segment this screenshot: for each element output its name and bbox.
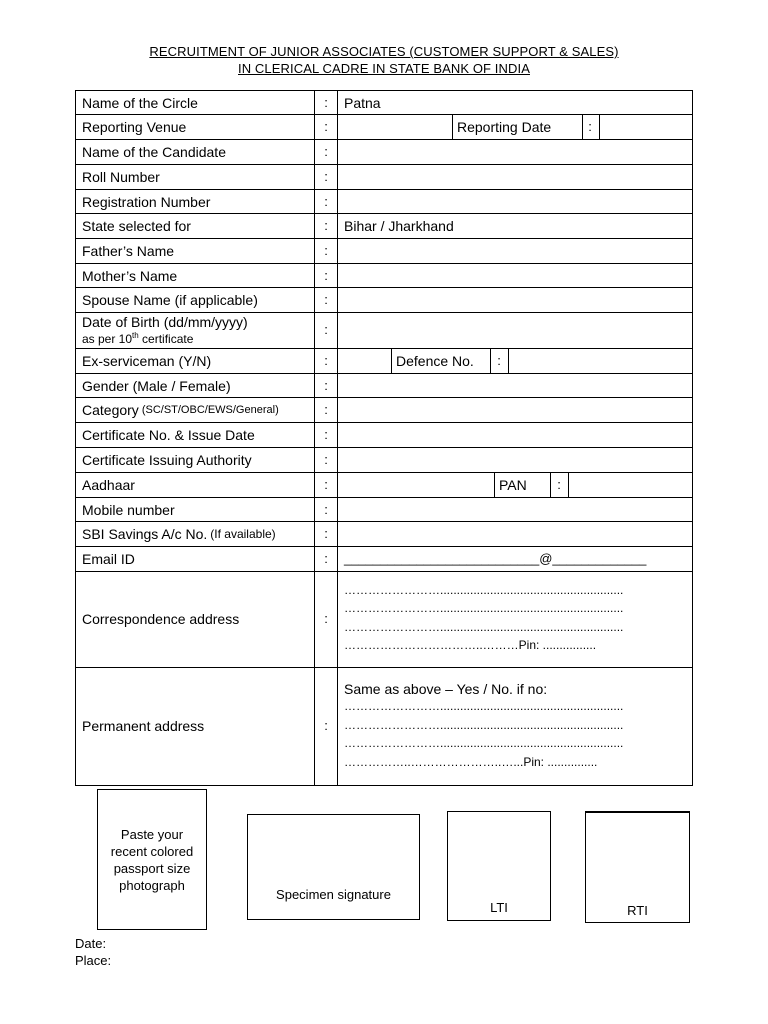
value-circle: Patna xyxy=(344,94,381,111)
defence-no-field[interactable] xyxy=(509,348,692,373)
email-field[interactable]: ___________________________@_____________ xyxy=(344,551,647,566)
label-dob-line2: as per 10th certificate xyxy=(82,330,194,346)
label-sbi-account: SBI Savings A/c No. (If available) xyxy=(82,525,276,542)
signature-label: Specimen signature xyxy=(276,887,391,902)
date-of-birth-field[interactable] xyxy=(338,312,692,348)
rti-box[interactable] xyxy=(585,811,690,923)
rti-label: RTI xyxy=(627,903,648,918)
label-ex-serviceman: Ex-serviceman (Y/N) xyxy=(82,352,212,369)
ex-serviceman-field[interactable] xyxy=(338,348,391,373)
label-candidate-name: Name of the Candidate xyxy=(82,143,226,160)
spouse-name-field[interactable] xyxy=(338,287,692,312)
sbi-account-field[interactable] xyxy=(338,521,692,546)
mobile-field[interactable] xyxy=(338,497,692,522)
label-issuing-authority: Certificate Issuing Authority xyxy=(82,451,252,468)
label-date-of-birth xyxy=(76,312,248,348)
permanent-same-as-above: Same as above – Yes / No. if no: xyxy=(344,681,548,697)
label-reporting-venue: Reporting Venue xyxy=(82,118,187,135)
label-reporting-date: Reporting Date xyxy=(457,118,552,135)
address-line: ……………………....................................................... xyxy=(344,583,624,597)
lti-box[interactable] xyxy=(447,811,551,921)
address-line: ……………………....................................................... xyxy=(344,601,624,615)
category-field[interactable] xyxy=(338,397,692,422)
father-name-field[interactable] xyxy=(338,238,692,263)
date-label: Date: xyxy=(75,936,107,951)
label-correspondence-address: Correspondence address xyxy=(82,611,240,627)
label-aadhaar: Aadhaar xyxy=(82,476,135,493)
place-label: Place: xyxy=(75,953,112,968)
aadhaar-field[interactable] xyxy=(338,472,494,497)
address-line: ……………………....................................................... xyxy=(344,718,624,732)
label-spouse-name: Spouse Name (if applicable) xyxy=(82,291,258,308)
signature-box[interactable] xyxy=(247,814,420,920)
address-line: ……………………....................................................... xyxy=(344,699,624,713)
label-father-name: Father’s Name xyxy=(82,242,175,259)
address-line-pin: ……………..…………………..…...Pin: ............... xyxy=(344,755,598,769)
address-line: ……………………....................................................... xyxy=(344,736,624,750)
label-registration-number: Registration Number xyxy=(82,193,211,210)
mother-name-field[interactable] xyxy=(338,263,692,288)
label-certificate-no: Certificate No. & Issue Date xyxy=(82,426,255,443)
form-title-line2: IN CLERICAL CADRE IN STATE BANK OF INDIA xyxy=(238,61,530,76)
registration-number-field[interactable] xyxy=(338,189,692,214)
address-line: ……………………....................................................... xyxy=(344,620,624,634)
lti-label: LTI xyxy=(490,900,508,915)
certificate-no-field[interactable] xyxy=(338,422,692,447)
address-line-pin: ……………………………..………Pin: ................ xyxy=(344,638,597,652)
roll-number-field[interactable] xyxy=(338,164,692,189)
label-mother-name: Mother’s Name xyxy=(82,267,178,284)
label-dob-line1: Date of Birth (dd/mm/yyyy) xyxy=(82,313,248,330)
issuing-authority-field[interactable] xyxy=(338,447,692,472)
reporting-venue-field[interactable] xyxy=(338,114,452,139)
reporting-date-field[interactable] xyxy=(600,114,692,139)
form-title-line1: RECRUITMENT OF JUNIOR ASSOCIATES (CUSTOMER SUPPORT & SALES) xyxy=(149,44,619,59)
label-circle: Name of the Circle xyxy=(82,94,198,111)
label-pan: PAN xyxy=(499,476,527,493)
label-mobile: Mobile number xyxy=(82,501,175,518)
photo-box[interactable]: Paste your recent colored passport size photograph xyxy=(97,789,207,930)
label-roll-number: Roll Number xyxy=(82,168,160,185)
candidate-name-field[interactable] xyxy=(338,139,692,164)
gender-field[interactable] xyxy=(338,373,692,398)
label-state-selected: State selected for xyxy=(82,217,191,234)
label-email: Email ID xyxy=(82,550,135,567)
pan-field[interactable] xyxy=(569,472,692,497)
label-defence-no: Defence No. xyxy=(396,352,474,369)
label-permanent-address: Permanent address xyxy=(82,718,205,734)
label-category: Category (SC/ST/OBC/EWS/General) xyxy=(82,401,279,418)
label-gender: Gender (Male / Female) xyxy=(82,377,231,394)
value-state-selected: Bihar / Jharkhand xyxy=(344,217,454,234)
